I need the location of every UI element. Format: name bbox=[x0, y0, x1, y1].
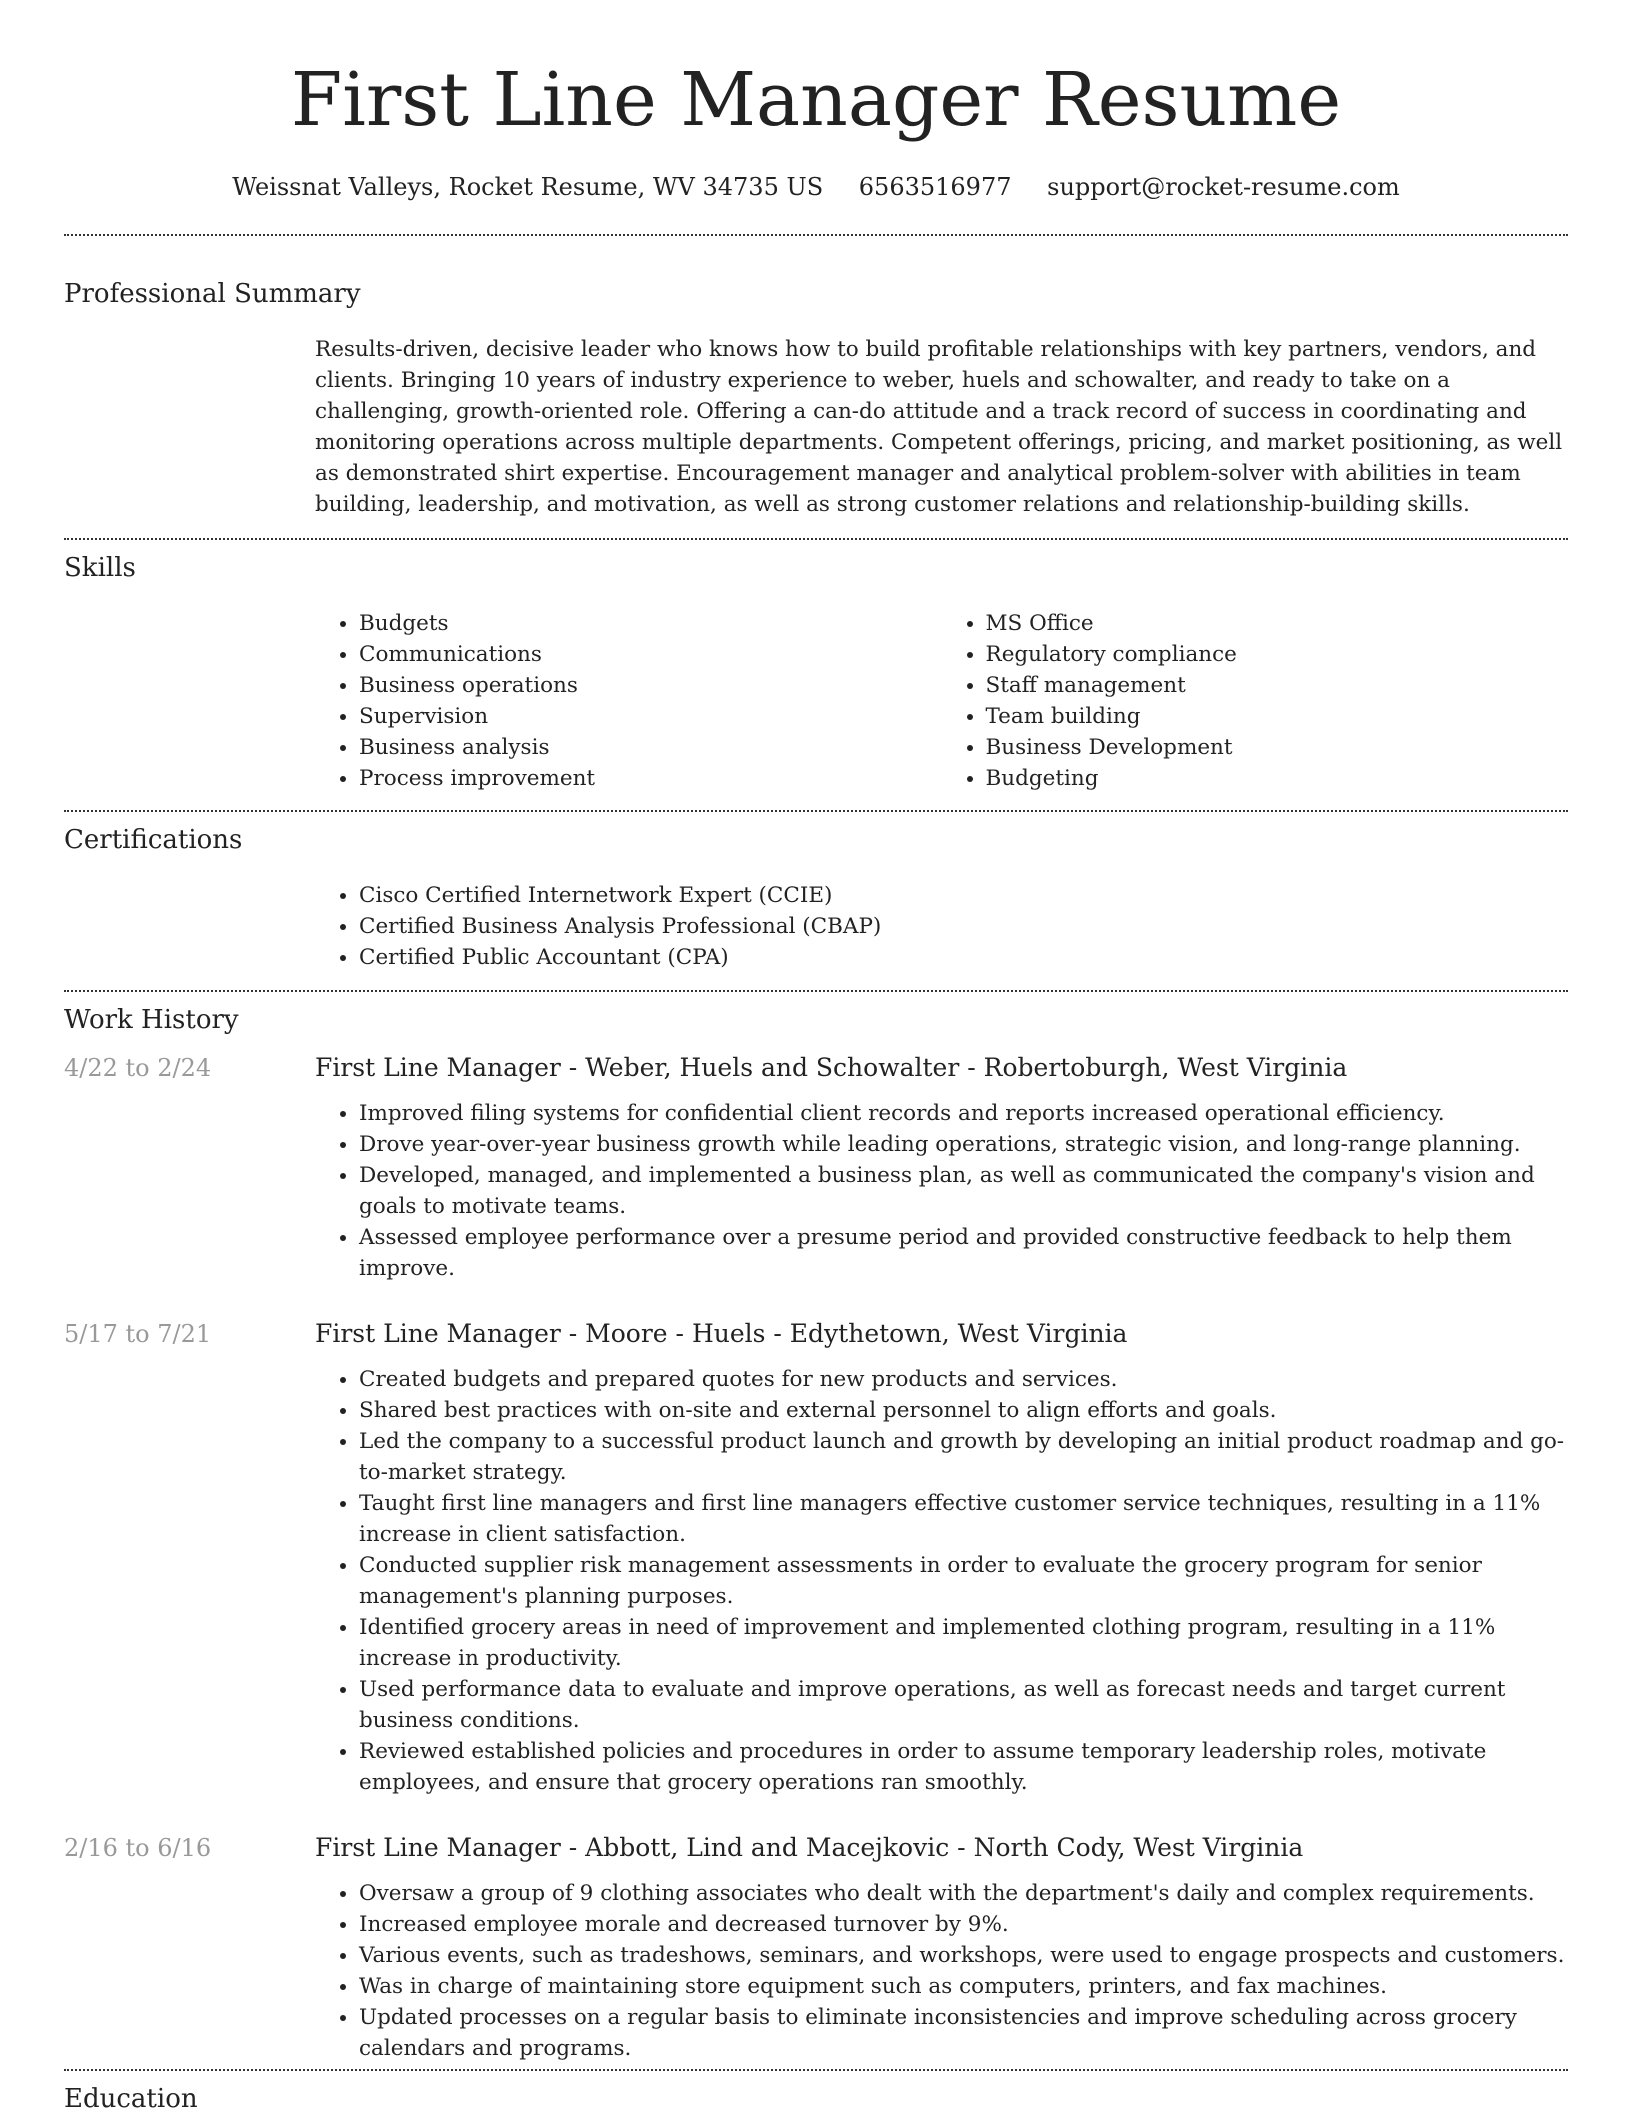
contact-line bbox=[64, 170, 1568, 204]
job-bullets bbox=[315, 1878, 1568, 2064]
job-bullet: • Taught first line managers and first line managers effective customer service techniques, resulting in a 11% increase in client satisfaction. bbox=[359, 1488, 1568, 1550]
job-bullet: • Oversaw a group of 9 clothing associates who dealt with the department's daily and complex requirements. bbox=[359, 1878, 1568, 1909]
contact-phone: 6563516977 bbox=[858, 173, 1012, 201]
job-bullet: • Updated processes on a regular basis to eliminate inconsistencies and improve scheduling across grocery calendars and programs. bbox=[359, 2002, 1568, 2064]
skill-item: • Team building bbox=[986, 701, 1569, 732]
skill-item: • MS Office bbox=[986, 608, 1569, 639]
job-title: First Line Manager - Moore - Huels - Edythetown, West Virginia bbox=[315, 1319, 1128, 1348]
summary-text: Results-driven, decisive leader who knows how to build profitable relationships with key partners, vendors, and clients. Bringing 10 years of industry experience to weber, huels and schowalter, and ready to take on a challenging, growth-oriented role. Offering a can-do attitude and a track record of success in coordinating and monitoring operations across multiple departments. Competent offerings, pricing, and market positioning, as well as demonstrated shirt expertise. Encouragement manager and analytical problem-solver with abilities in team building, leadership, and motivation, as well as strong customer relations and relationship-building skills. bbox=[315, 337, 1563, 517]
job-bullet: • Drove year-over-year business growth while leading operations, strategic vision, and long-range planning. bbox=[359, 1129, 1568, 1160]
job-bullets bbox=[315, 1098, 1568, 1284]
job-details bbox=[315, 1878, 1568, 2064]
skill-item: • Communications bbox=[359, 639, 942, 670]
job-header bbox=[64, 1316, 1568, 1352]
section-heading-skills: Skills bbox=[64, 553, 136, 583]
job-bullet: • Developed, managed, and implemented a business plan, as well as communicated the company's vision and goals to motivate teams. bbox=[359, 1160, 1568, 1222]
skill-item: • Supervision bbox=[359, 701, 942, 732]
certification-item: • Certified Business Analysis Professional (CBAP) bbox=[359, 911, 1568, 942]
job-bullet: • Assessed employee performance over a presume period and provided constructive feedback to help them improve. bbox=[359, 1222, 1568, 1284]
certification-item: • Cisco Certified Internetwork Expert (CCIE) bbox=[359, 880, 1568, 911]
section-work-history bbox=[64, 992, 1568, 2069]
job-details bbox=[315, 1364, 1568, 1798]
job-details bbox=[315, 1098, 1568, 1284]
job-entry bbox=[64, 1830, 1568, 2064]
job-bullet: • Was in charge of maintaining store equipment such as computers, printers, and fax machines. bbox=[359, 1971, 1568, 2002]
job-bullet: • Led the company to a successful product launch and growth by developing an initial product roadmap and go-to-market strategy. bbox=[359, 1426, 1568, 1488]
resume-title: First Line Manager Resume bbox=[290, 57, 1342, 143]
skill-item: • Budgets bbox=[359, 608, 942, 639]
job-bullet: • Identified grocery areas in need of improvement and implemented clothing program, resulting in a 11% increase in productivity. bbox=[359, 1612, 1568, 1674]
job-title: First Line Manager - Abbott, Lind and Macejkovic - North Cody, West Virginia bbox=[315, 1833, 1304, 1862]
section-certifications bbox=[64, 812, 1568, 990]
job-entry bbox=[64, 1316, 1568, 1798]
skill-item: • Business analysis bbox=[359, 732, 942, 763]
contact-address: Weissnat Valleys, Rocket Resume, WV 34735 US bbox=[232, 173, 824, 201]
job-header bbox=[64, 1050, 1568, 1086]
job-dates: 2/16 to 6/16 bbox=[64, 1834, 212, 1862]
job-bullet: • Created budgets and prepared quotes for new products and services. bbox=[359, 1364, 1568, 1395]
section-heading-education: Education bbox=[64, 2084, 198, 2112]
job-bullet: • Shared best practices with on-site and external personnel to align efforts and goals. bbox=[359, 1395, 1568, 1426]
section-professional-summary bbox=[64, 236, 1568, 538]
job-bullet: • Improved filing systems for confidential client records and reports increased operational efficiency. bbox=[359, 1098, 1568, 1129]
skills-grid bbox=[315, 608, 1568, 794]
section-heading-summary: Professional Summary bbox=[64, 279, 361, 309]
job-bullet: • Reviewed established policies and procedures in order to assume temporary leadership roles, motivate employees, and ensure that grocery operations ran smoothly. bbox=[359, 1736, 1568, 1798]
certifications-bullets bbox=[315, 880, 1568, 973]
section-education bbox=[64, 2071, 1568, 2112]
job-title: First Line Manager - Weber, Huels and Schowalter - Robertoburgh, West Virginia bbox=[315, 1053, 1348, 1082]
job-bullet: • Conducted supplier risk management assessments in order to evaluate the grocery program for senior management's planning purposes. bbox=[359, 1550, 1568, 1612]
job-header bbox=[64, 1830, 1568, 1866]
job-bullets bbox=[315, 1364, 1568, 1798]
section-heading-certifications: Certifications bbox=[64, 825, 243, 855]
skills-list-left bbox=[315, 608, 942, 794]
section-heading-work-history: Work History bbox=[64, 1005, 239, 1035]
job-bullet: • Used performance data to evaluate and improve operations, as well as forecast needs and target current business conditions. bbox=[359, 1674, 1568, 1736]
skill-item: • Regulatory compliance bbox=[986, 639, 1569, 670]
skill-item: • Budgeting bbox=[986, 763, 1569, 794]
skill-item: • Business operations bbox=[359, 670, 942, 701]
job-entry bbox=[64, 1050, 1568, 1284]
job-bullet: • Increased employee morale and decreased turnover by 9%. bbox=[359, 1909, 1568, 1940]
certifications-list bbox=[315, 880, 1568, 973]
skills-list-right bbox=[942, 608, 1569, 794]
certification-item: • Certified Public Accountant (CPA) bbox=[359, 942, 1568, 973]
skill-item: • Staff management bbox=[986, 670, 1569, 701]
job-dates: 5/17 to 7/21 bbox=[64, 1320, 212, 1348]
skill-item: • Process improvement bbox=[359, 763, 942, 794]
skill-item: • Business Development bbox=[986, 732, 1569, 763]
job-bullet: • Various events, such as tradeshows, seminars, and workshops, were used to engage prospects and customers. bbox=[359, 1940, 1568, 1971]
section-skills bbox=[64, 540, 1568, 810]
job-dates: 4/22 to 2/24 bbox=[64, 1054, 212, 1082]
contact-email: support@rocket-resume.com bbox=[1047, 173, 1400, 201]
